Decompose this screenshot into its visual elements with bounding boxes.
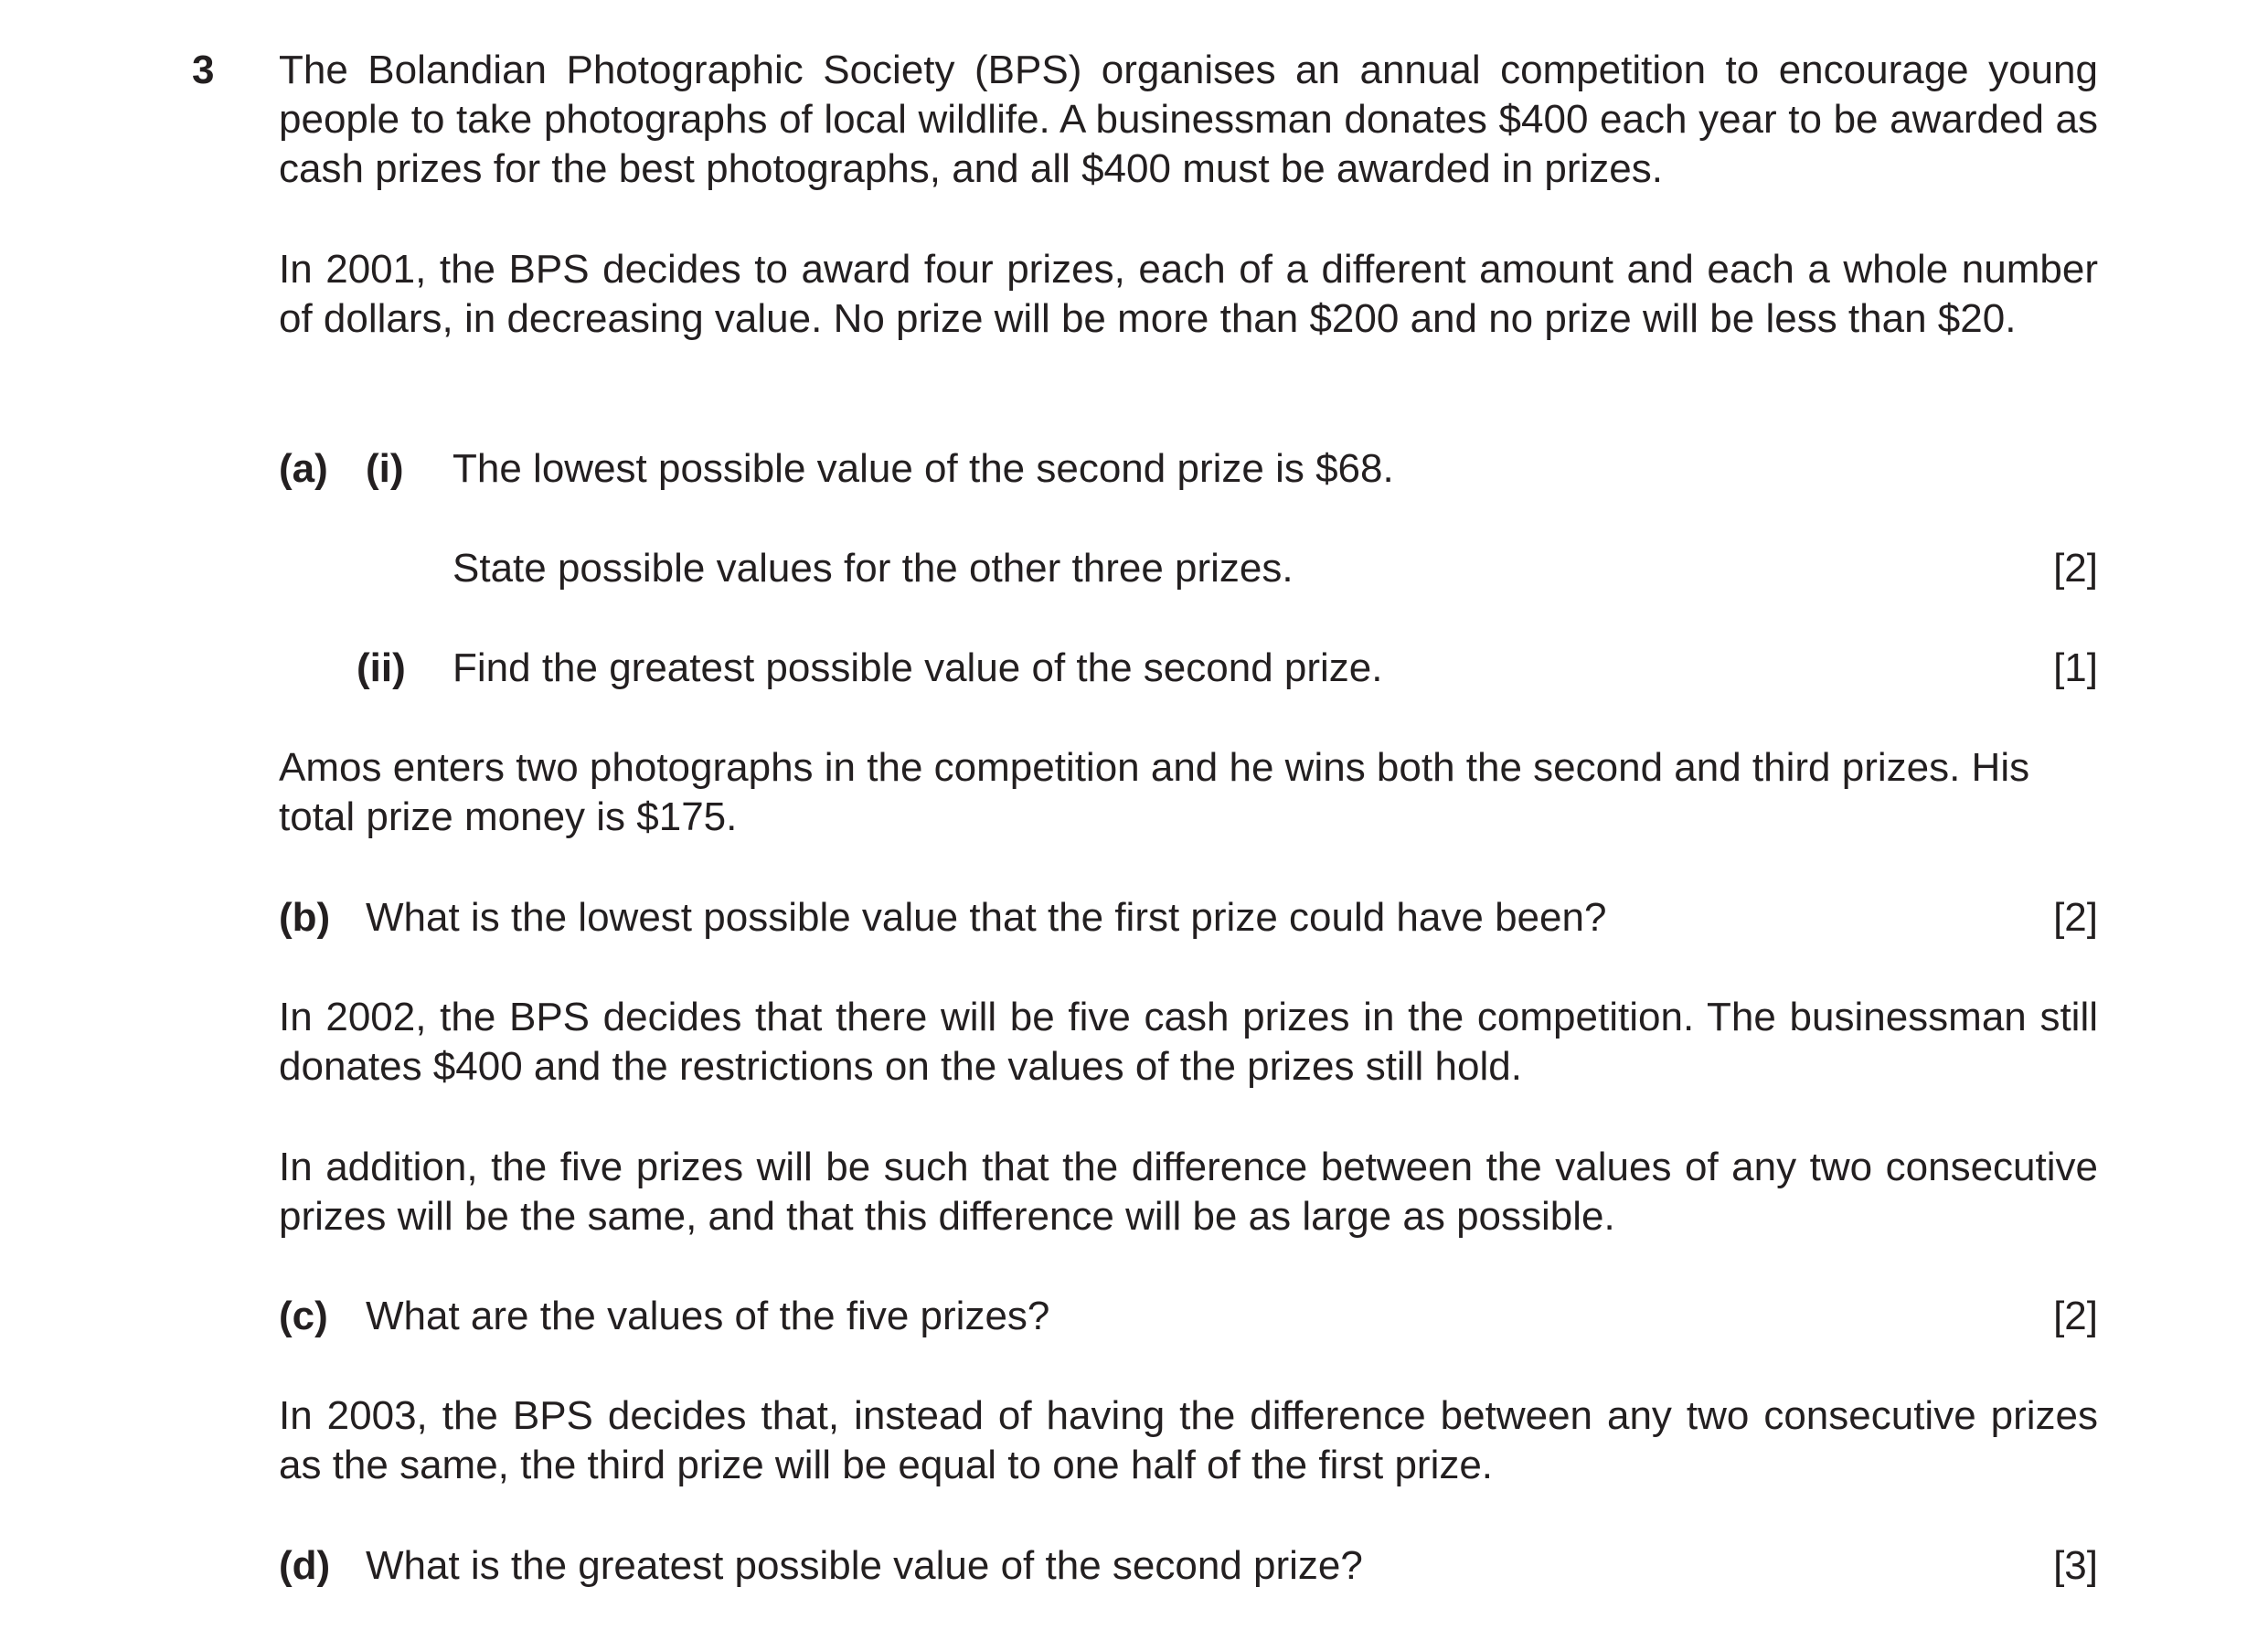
part-a-i-sub bbox=[279, 544, 2098, 593]
part-d bbox=[279, 1541, 2098, 1591]
part-b bbox=[279, 893, 2098, 943]
paragraph-2003: In 2003, the BPS decides that, instead of having the difference between any two consecutive prizes as the same, the third prize will be equal to one half of the first prize. bbox=[279, 1393, 2098, 1487]
part-b-text: What is the lowest possible value that the first prize could have been? bbox=[366, 895, 1607, 940]
part-c-text: What are the values of the five prizes? bbox=[366, 1294, 1050, 1338]
paragraph-2001: In 2001, the BPS decides to award four prizes, each of a different amount and each a whole number of dollars, in decreasing value. No prize will be more than $200 and no prize will be less than $20. bbox=[279, 247, 2098, 341]
part-a-ii-label: (ii) bbox=[357, 645, 406, 690]
part-c-marks: [2] bbox=[2053, 1294, 2098, 1338]
intro-paragraph: The Bolandian Photographic Society (BPS) organises an annual competition to encourage young people to take photographs of local wildlife. A businessman donates $400 each year to be awarded as cash prizes for the best photographs, and all $400 must be awarded in prizes. bbox=[279, 48, 2098, 191]
part-a-ii-text: Find the greatest possible value of the second prize. bbox=[453, 645, 1383, 690]
part-a-i bbox=[279, 444, 2098, 494]
part-d-label: (d) bbox=[279, 1543, 331, 1588]
paragraph-amos: Amos enters two photographs in the competition and he wins both the second and third prizes. His total prize money is $175. bbox=[279, 745, 2030, 839]
question-number: 3 bbox=[192, 48, 215, 92]
part-a-i-marks: [2] bbox=[2053, 546, 2098, 591]
part-a-i-subtext: State possible values for the other three prizes. bbox=[453, 546, 1294, 591]
part-d-marks: [3] bbox=[2053, 1543, 2098, 1588]
part-a-ii-marks: [1] bbox=[2053, 645, 2098, 690]
part-d-text: What is the greatest possible value of the second prize? bbox=[366, 1543, 1363, 1588]
part-a-label: (a) bbox=[279, 446, 328, 491]
part-b-marks: [2] bbox=[2053, 895, 2098, 940]
part-c bbox=[279, 1292, 2098, 1341]
paragraph-addition: In addition, the five prizes will be such that the difference between the values of any two consecutive prizes will be the same, and that this difference will be as large as possible. bbox=[279, 1145, 2098, 1239]
part-b-label: (b) bbox=[279, 895, 331, 940]
part-a-i-label: (i) bbox=[366, 446, 404, 491]
part-c-label: (c) bbox=[279, 1294, 328, 1338]
part-a-ii bbox=[279, 644, 2098, 693]
part-a-i-text: The lowest possible value of the second prize is $68. bbox=[453, 446, 1394, 491]
paragraph-2002: In 2002, the BPS decides that there will be five cash prizes in the competition. The businessman still donates $400 and the restrictions on the values of the prizes still hold. bbox=[279, 995, 2098, 1089]
